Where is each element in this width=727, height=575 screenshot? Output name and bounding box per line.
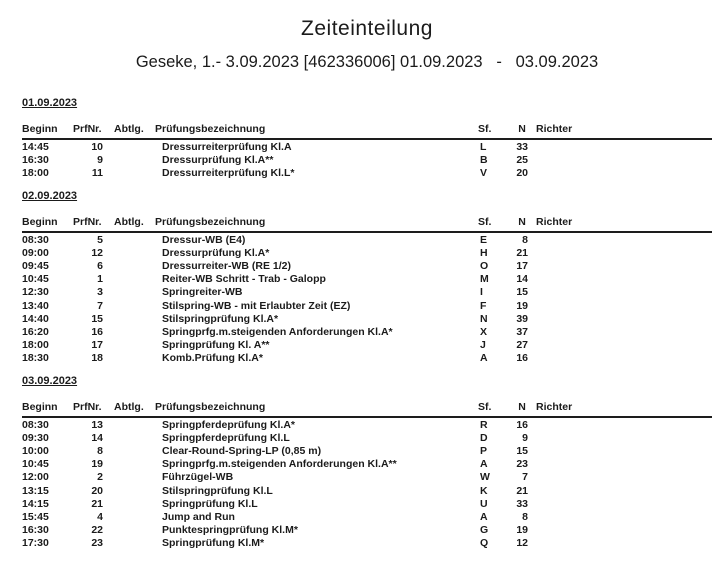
cell-n: 14	[516, 273, 528, 286]
page-title: Zeiteinteilung	[301, 17, 433, 40]
column-header-bezeichnung: Prüfungsbezeichnung	[155, 215, 266, 228]
column-header-sf: Sf.	[478, 123, 492, 135]
cell-sf: J	[480, 339, 486, 352]
cell-beginn: 14:40	[22, 312, 49, 325]
cell-bezeichnung: Dressur-WB (E4)	[162, 233, 246, 246]
cell-beginn: 10:45	[22, 273, 49, 286]
table-row	[22, 445, 712, 458]
cell-n: 23	[516, 458, 528, 471]
cell-n: 21	[516, 484, 528, 497]
cell-n: 16	[516, 352, 528, 365]
table-row	[22, 339, 712, 352]
column-header-richter: Richter	[536, 123, 573, 135]
table-row	[22, 260, 712, 273]
table-row	[22, 458, 712, 471]
cell-prfnr: 17	[91, 339, 103, 352]
cell-sf: X	[480, 326, 488, 339]
table-row	[22, 471, 712, 484]
table-header-rule	[22, 138, 712, 140]
table-row	[22, 485, 712, 498]
cell-prfnr: 9	[97, 154, 103, 167]
cell-prfnr: 20	[91, 484, 103, 497]
cell-beginn: 14:45	[22, 141, 49, 153]
column-header-abtlg: Abtlg.	[114, 123, 144, 135]
cell-bezeichnung: Stilspringprüfung Kl.L	[162, 484, 273, 497]
table-row	[22, 167, 712, 180]
table-row	[22, 234, 712, 247]
table-row	[22, 432, 712, 445]
table-row	[22, 141, 712, 154]
cell-bezeichnung: Dressurreiterprüfung Kl.A	[162, 141, 292, 153]
column-header-n: N	[518, 400, 526, 413]
cell-n: 27	[516, 339, 528, 352]
cell-beginn: 08:30	[22, 233, 49, 246]
cell-bezeichnung: Reiter-WB Schritt - Trab - Galopp	[162, 273, 326, 286]
table-row	[22, 419, 712, 432]
column-header-beginn: Beginn	[22, 400, 58, 413]
cell-bezeichnung: Dressurreiterprüfung Kl.L*	[162, 167, 295, 180]
cell-n: 19	[516, 524, 528, 537]
cell-beginn: 09:00	[22, 246, 49, 259]
cell-bezeichnung: Stilspringprüfung Kl.A*	[162, 312, 279, 325]
cell-bezeichnung: Clear-Round-Spring-LP (0,85 m)	[162, 445, 322, 458]
column-header-bezeichnung: Prüfungsbezeichnung	[155, 400, 266, 413]
cell-prfnr: 15	[91, 312, 103, 325]
cell-n: 21	[516, 246, 528, 259]
cell-sf: A	[480, 511, 488, 524]
cell-bezeichnung: Springreiter-WB	[162, 286, 243, 299]
cell-n: 7	[522, 471, 528, 484]
table-header-row	[22, 123, 712, 136]
cell-sf: L	[480, 141, 487, 153]
cell-prfnr: 5	[97, 233, 103, 246]
cell-bezeichnung: Springprüfung Kl.M*	[162, 537, 265, 550]
cell-beginn: 10:00	[22, 445, 49, 458]
table-header-row	[22, 216, 712, 229]
cell-bezeichnung: Springprüfung Kl.L	[162, 497, 258, 510]
table-row	[22, 498, 712, 511]
cell-beginn: 18:00	[22, 339, 49, 352]
table-row	[22, 352, 712, 365]
cell-bezeichnung: Dressurreiter-WB (RE 1/2)	[162, 260, 291, 273]
cell-beginn: 16:30	[22, 154, 49, 167]
cell-beginn: 17:30	[22, 537, 49, 550]
cell-sf: V	[480, 167, 488, 180]
schedule-section-01.09.2023	[22, 97, 712, 181]
table-header-rule	[22, 416, 712, 418]
cell-n: 12	[516, 537, 528, 550]
cell-beginn: 13:40	[22, 299, 49, 312]
cell-sf: W	[480, 471, 490, 484]
cell-n: 17	[516, 260, 528, 273]
cell-beginn: 12:00	[22, 471, 49, 484]
cell-n: 25	[516, 154, 528, 167]
cell-sf: G	[480, 524, 489, 537]
cell-beginn: 09:45	[22, 260, 49, 273]
cell-prfnr: 14	[91, 431, 103, 444]
column-header-n: N	[518, 215, 526, 228]
table-row	[22, 154, 712, 167]
column-header-abtlg: Abtlg.	[114, 400, 144, 413]
table-row	[22, 247, 712, 260]
cell-bezeichnung: Punktespringprüfung Kl.M*	[162, 524, 298, 537]
cell-prfnr: 8	[97, 445, 103, 458]
cell-sf: O	[480, 260, 489, 273]
column-header-sf: Sf.	[478, 215, 492, 228]
cell-n: 39	[516, 312, 528, 325]
column-header-bezeichnung: Prüfungsbezeichnung	[155, 123, 266, 135]
table-row	[22, 524, 712, 537]
cell-sf: A	[480, 458, 488, 471]
cell-prfnr: 18	[91, 352, 103, 365]
cell-beginn: 09:30	[22, 431, 49, 444]
section-date-heading: 03.09.2023	[22, 374, 78, 387]
table-row	[22, 326, 712, 339]
cell-bezeichnung: Führzügel-WB	[162, 471, 234, 484]
cell-sf: N	[480, 312, 488, 325]
section-date-heading: 02.09.2023	[22, 189, 78, 202]
cell-sf: K	[480, 484, 488, 497]
column-header-abtlg: Abtlg.	[114, 215, 144, 228]
cell-sf: M	[480, 273, 489, 286]
column-header-beginn: Beginn	[22, 123, 58, 135]
cell-beginn: 14:15	[22, 497, 49, 510]
cell-prfnr: 16	[91, 326, 103, 339]
cell-sf: H	[480, 246, 488, 259]
cell-prfnr: 13	[91, 418, 103, 431]
cell-sf: E	[480, 233, 488, 246]
schedule-section-03.09.2023	[22, 375, 712, 551]
cell-n: 16	[516, 418, 528, 431]
cell-prfnr: 11	[91, 167, 103, 180]
cell-sf: D	[480, 431, 488, 444]
table-row	[22, 300, 712, 313]
cell-beginn: 12:30	[22, 286, 49, 299]
cell-bezeichnung: Springprfg.m.steigenden Anforderungen Kl.A*	[162, 326, 393, 339]
table-row	[22, 511, 712, 524]
column-header-sf: Sf.	[478, 400, 492, 413]
cell-prfnr: 22	[91, 524, 103, 537]
cell-bezeichnung: Springpferdeprüfung Kl.A*	[162, 418, 295, 431]
cell-n: 8	[522, 511, 528, 524]
document-subtitle: Geseke, 1.- 3.09.2023 [462336006] 01.09.2023 - 03.09.2023	[135, 53, 599, 71]
cell-n: 20	[516, 167, 528, 180]
column-header-richter: Richter	[536, 400, 573, 413]
section-date-heading: 01.09.2023	[22, 97, 78, 109]
cell-beginn: 16:30	[22, 524, 49, 537]
cell-n: 19	[516, 299, 528, 312]
schedule-section-02.09.2023	[22, 190, 712, 366]
cell-n: 33	[516, 141, 528, 153]
cell-n: 9	[522, 431, 528, 444]
cell-prfnr: 3	[97, 286, 103, 299]
cell-prfnr: 4	[97, 511, 103, 524]
cell-bezeichnung: Springpferdeprüfung Kl.L	[162, 431, 290, 444]
sections-container	[22, 97, 712, 551]
column-header-prfnr: PrfNr.	[73, 215, 102, 228]
table-header-row	[22, 401, 712, 414]
cell-sf: B	[480, 154, 488, 167]
cell-prfnr: 10	[91, 141, 103, 153]
cell-beginn: 18:30	[22, 352, 49, 365]
table-row	[22, 537, 712, 550]
cell-beginn: 08:30	[22, 418, 49, 431]
cell-sf: R	[480, 418, 488, 431]
cell-prfnr: 19	[91, 458, 103, 471]
cell-prfnr: 12	[91, 246, 103, 259]
cell-sf: Q	[480, 537, 489, 550]
table-row	[22, 273, 712, 286]
cell-sf: P	[480, 445, 488, 458]
cell-sf: A	[480, 352, 488, 365]
cell-prfnr: 21	[91, 497, 103, 510]
cell-bezeichnung: Springprüfung Kl. A**	[162, 339, 270, 352]
column-header-n: N	[518, 123, 526, 135]
column-header-prfnr: PrfNr.	[73, 123, 102, 135]
cell-bezeichnung: Komb.Prüfung Kl.A*	[162, 352, 263, 365]
cell-bezeichnung: Dressurprüfung Kl.A**	[162, 154, 274, 167]
column-header-richter: Richter	[536, 215, 573, 228]
cell-n: 8	[522, 233, 528, 246]
cell-bezeichnung: Dressurprüfung Kl.A*	[162, 246, 270, 259]
cell-n: 37	[516, 326, 528, 339]
cell-prfnr: 23	[91, 537, 103, 550]
table-row	[22, 313, 712, 326]
cell-prfnr: 2	[97, 471, 103, 484]
cell-bezeichnung: Jump and Run	[162, 511, 235, 524]
cell-prfnr: 6	[97, 260, 103, 273]
cell-bezeichnung: Springprfg.m.steigenden Anforderungen Kl.A**	[162, 458, 397, 471]
cell-beginn: 16:20	[22, 326, 49, 339]
cell-beginn: 13:15	[22, 484, 49, 497]
cell-prfnr: 7	[97, 299, 103, 312]
table-row	[22, 286, 712, 299]
cell-sf: U	[480, 497, 488, 510]
cell-sf: F	[480, 299, 487, 312]
cell-bezeichnung: Stilspring-WB - mit Erlaubter Zeit (EZ)	[162, 299, 351, 312]
column-header-beginn: Beginn	[22, 215, 58, 228]
cell-sf: I	[480, 286, 483, 299]
cell-beginn: 15:45	[22, 511, 49, 524]
cell-n: 15	[516, 286, 528, 299]
column-header-prfnr: PrfNr.	[73, 400, 102, 413]
cell-beginn: 10:45	[22, 458, 49, 471]
cell-n: 15	[516, 445, 528, 458]
cell-beginn: 18:00	[22, 167, 49, 180]
table-header-rule	[22, 231, 712, 233]
cell-n: 33	[516, 497, 528, 510]
cell-prfnr: 1	[97, 273, 103, 286]
